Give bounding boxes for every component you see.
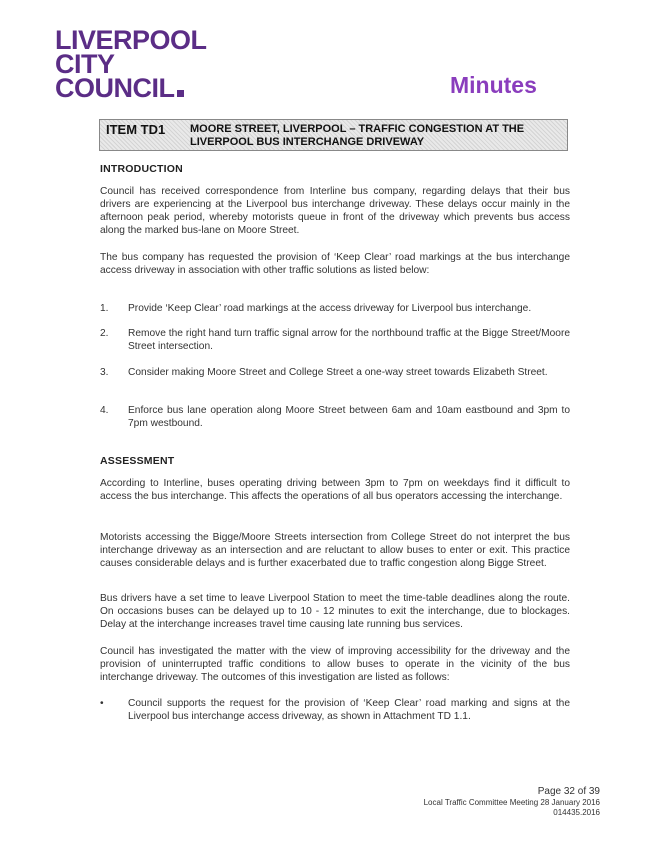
bullet-glyph: • (100, 698, 104, 709)
council-logo (55, 25, 207, 103)
document-reference: 014435.2016 (553, 808, 600, 817)
list-text: Remove the right hand turn traffic signal arrow for the northbound traffic at the Bigge Street/Moore Street intersection. (128, 328, 570, 352)
assessment-paragraph-2: Motorists accessing the Bigge/Moore Streets intersection from College Street do not interpret the bus interchange driveway as an intersection and are reluctant to allow buses to enter or exit. This practice causes considerable delays and is further exacerbated due to traffic congestion along Bigge Street. (100, 532, 570, 569)
bullet-text: Council supports the request for the provision of ‘Keep Clear’ road marking and signs at the Liverpool bus interchange access driveway, as shown in Attachment TD 1.1. (128, 698, 570, 722)
list-text: Provide ‘Keep Clear’ road markings at the access driveway for Liverpool bus interchange. (128, 303, 532, 314)
introduction-heading: INTRODUCTION (100, 163, 183, 175)
introduction-paragraph-1: Council has received correspondence from Interline bus company, regarding delays that their bus drivers are experiencing at the Liverpool bus interchange driveway. These delays occur mainly in the afternoon peak period, whereby motorists queue in front of the driveway which prevents bus access along the marked bus-lane on Moore Street. (100, 186, 570, 236)
logo-line-2: CITY (55, 49, 115, 79)
logo-line-1: LIVERPOOL (55, 25, 207, 55)
assessment-heading: ASSESSMENT (100, 455, 175, 467)
list-number: 1. (100, 303, 109, 314)
introduction-paragraph-2: The bus company has requested the provision of ‘Keep Clear’ road markings at the bus interchange access driveway in association with other traffic solutions as listed below: (100, 252, 570, 276)
list-text: Consider making Moore Street and College Street a one-way street towards Elizabeth Street. (128, 367, 548, 378)
item-id: ITEM TD1 (106, 122, 166, 137)
logo-dot-icon (177, 90, 184, 97)
list-number: 3. (100, 367, 109, 378)
logo-line-3: COUNCIL (55, 76, 207, 100)
item-title: MOORE STREET, LIVERPOOL – TRAFFIC CONGESTION AT THE LIVERPOOL BUS INTERCHANGE DRIVEWAY (190, 123, 525, 148)
page-number: Page 32 of 39 (537, 786, 600, 797)
list-number: 2. (100, 328, 109, 339)
assessment-paragraph-4: Council has investigated the matter with the view of improving accessibility for the driveway and the provision of uninterrupted traffic conditions to allow buses to operate in the vicinity of the bus interchange driveway. The outcomes of this investigation are listed as follows: (100, 646, 570, 683)
list-text: Enforce bus lane operation along Moore Street between 6am and 10am eastbound and 3pm to 7pm westbound. (128, 405, 570, 429)
assessment-paragraph-3: Bus drivers have a set time to leave Liverpool Station to meet the time-table deadlines along the route. On occasions buses can be delayed up to 10 - 12 minutes to exit the interchange, due to blockages. Delay at the interchange increases travel time causing late running bus services. (100, 593, 570, 630)
meeting-reference: Local Traffic Committee Meeting 28 January 2016 (423, 798, 600, 807)
assessment-paragraph-1: According to Interline, buses operating driving between 3pm to 7pm on weekdays find it difficult to access the bus interchange. This affects the operations of all bus operators accessing the interchange. (100, 478, 570, 502)
document-type-title: Minutes (450, 72, 537, 98)
list-number: 4. (100, 405, 109, 416)
item-header-box (99, 119, 568, 151)
